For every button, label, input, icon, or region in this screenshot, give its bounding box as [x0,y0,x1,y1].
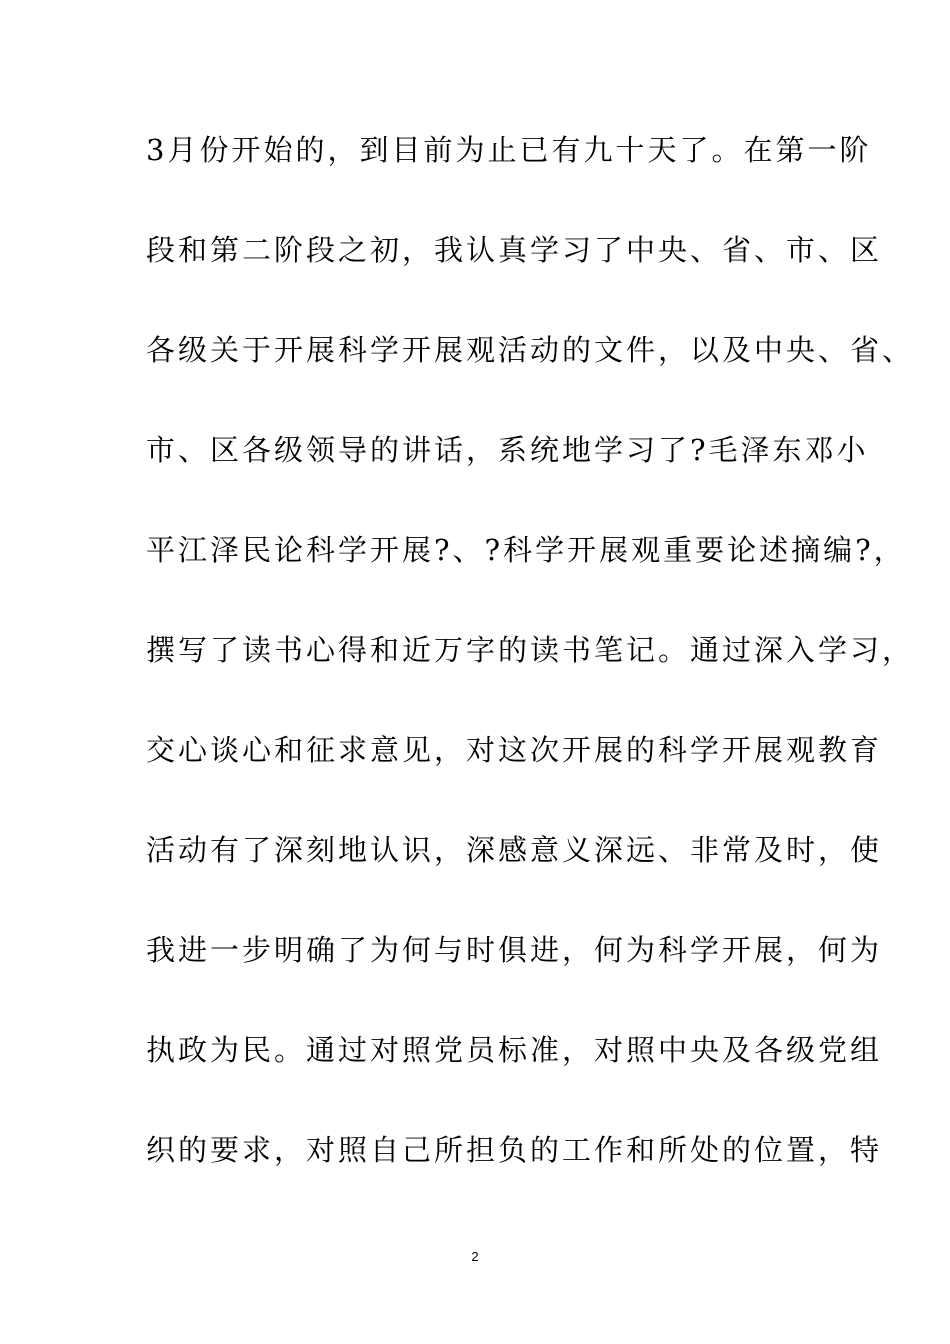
text-line: 我进一步明确了为何与时俱进，何为科学开展，何为 [146,933,883,967]
text-line: 平江泽民论科学开展?、?科学开展观重要论述摘编?， [146,533,906,567]
text-line: 交心谈心和征求意见，对这次开展的科学开展观教育 [146,733,883,767]
text-line: 执政为民。通过对照党员标准，对照中央及各级党组 [146,1033,883,1067]
text-line: 织的要求，对照自己所担负的工作和所处的位置，特 [146,1133,883,1167]
text-line: 3月份开始的，到目前为止已有九十天了。在第一阶 [146,133,872,167]
text-line: 撰写了读书心得和近万字的读书笔记。通过深入学习， [146,633,915,667]
text-line: 段和第二阶段之初，我认真学习了中央、省、市、区 [146,233,883,267]
text-line: 市、区各级领导的讲话，系统地学习了?毛泽东邓小 [146,433,869,467]
page-number: 2 [471,1249,479,1264]
text-line: 各级关于开展科学开展观活动的文件，以及中央、省、 [146,333,915,367]
text-line: 活动有了深刻地认识，深感意义深远、非常及时，使 [146,833,883,867]
body-text [146,125,915,1225]
